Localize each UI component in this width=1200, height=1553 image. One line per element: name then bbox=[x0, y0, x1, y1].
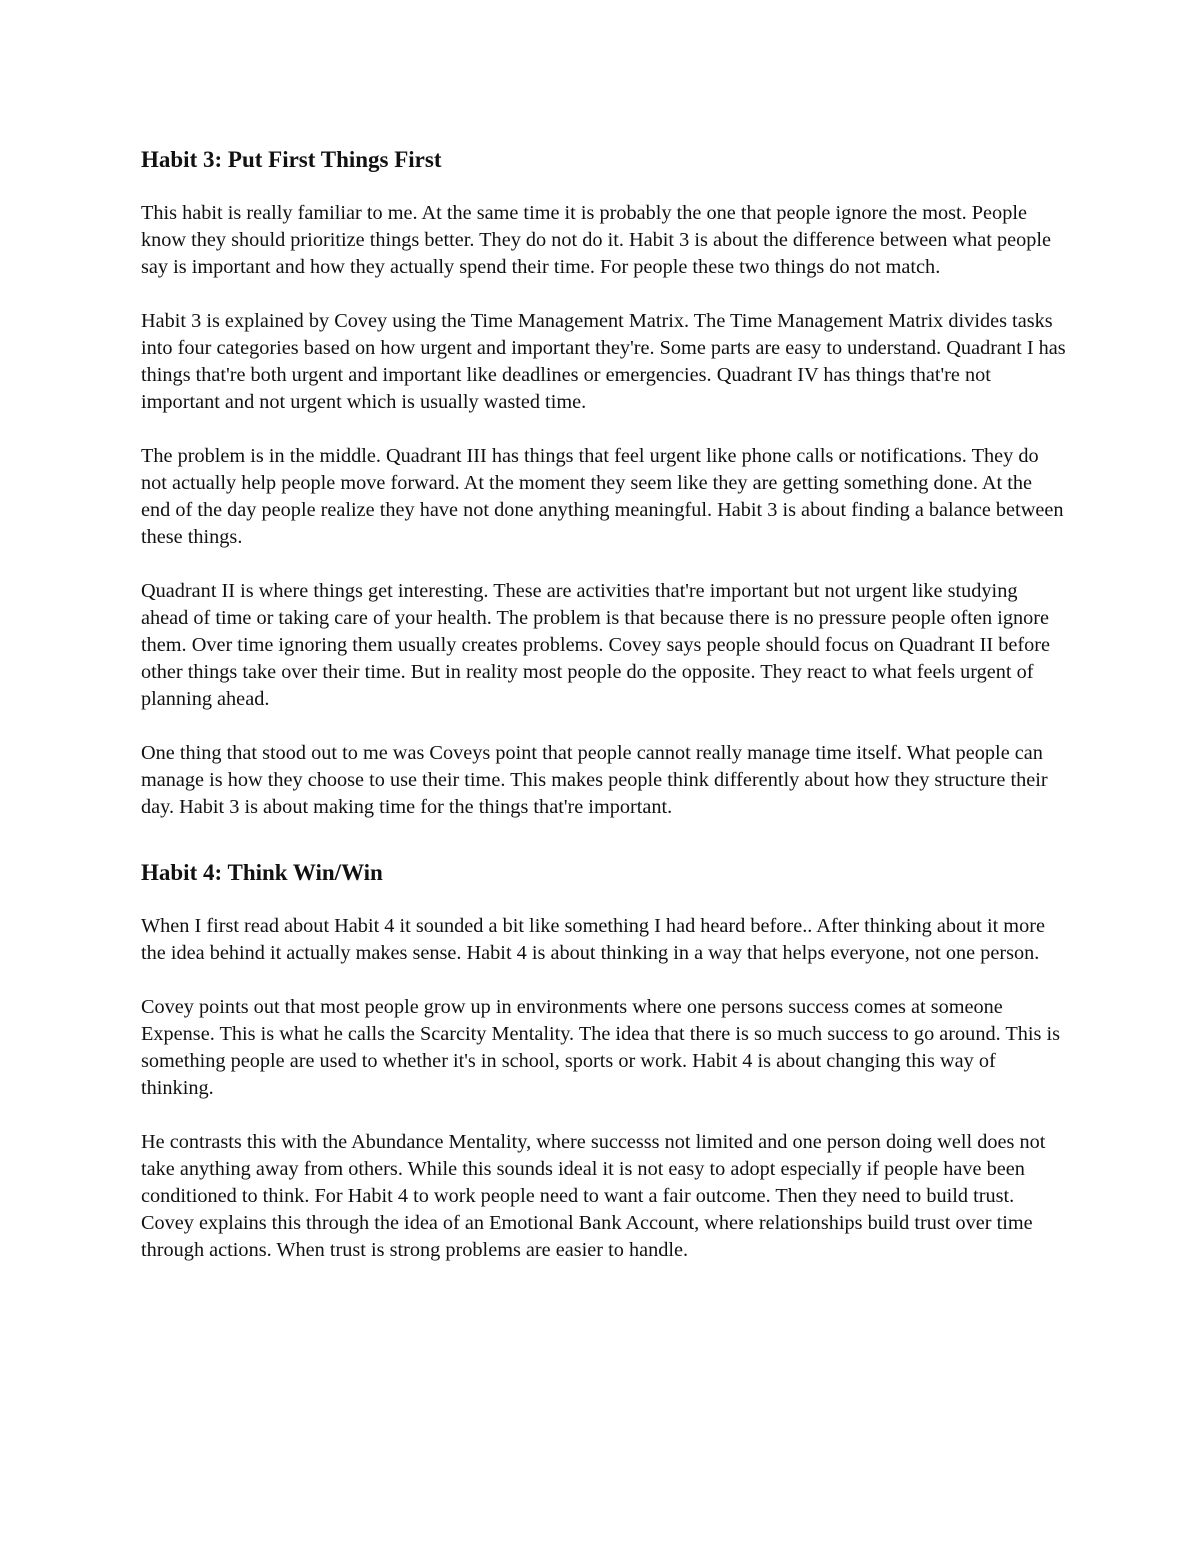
paragraph: Quadrant II is where things get interesting. These are activities that're important but not urgent like studying ahead of time or taking care of your health. The problem is that because there is no pressure people often ignore them. Over time ignoring them usually creates problems. Covey says people should focus on Quadrant II before other things take over their time. But in reality most people do the opposite. They react to what feels urgent of planning ahead. bbox=[141, 580, 1051, 710]
paragraph: One thing that stood out to me was Coveys point that people cannot really manage time itself. What people can manage is how they choose to use their time. This makes people think differently about how they structure their day. Habit 3 is about making time for the things that're important. bbox=[141, 742, 1048, 818]
paragraph: This habit is really familiar to me. At the same time it is probably the one that people ignore the most. People know they should prioritize things better. They do not do it. Habit 3 is about the difference between what people say is important and how they actually spend their time. For people these two things do not match. bbox=[141, 202, 1052, 278]
paragraph: The problem is in the middle. Quadrant III has things that feel urgent like phone calls or notifications. They do not actually help people move forward. At the moment they seem like they are getting something done. At the end of the day people realize they have not done anything meaningful. Habit 3 is about finding a balance between these things. bbox=[141, 445, 1064, 548]
document-page bbox=[141, 138, 1066, 1291]
section-habit-4 bbox=[141, 851, 1066, 1264]
paragraph: Covey points out that most people grow up in environments where one persons success comes at someone Expense. This is what he calls the Scarcity Mentality. The idea that there is so much success to go around. This is something people are used to whether it's in school, sports or work. Habit 4 is about changing this way of thinking. bbox=[141, 996, 1061, 1099]
paragraph: Habit 3 is explained by Covey using the Time Management Matrix. The Time Management Matrix divides tasks into four categories based on how urgent and important they're. Some parts are easy to understand. Quadrant I has things that're both urgent and important like deadlines or emergencies. Quadrant IV has things that're not important and not urgent which is usually wasted time. bbox=[141, 310, 1066, 413]
paragraph: He contrasts this with the Abundance Mentality, where successs not limited and one person doing well does not take anything away from others. While this sounds ideal it is not easy to adopt especially if people have been conditioned to think. For Habit 4 to work people need to want a fair outcome. Then they need to build trust. Covey explains this through the idea of an Emotional Bank Account, where relationships build trust over time through actions. When trust is strong problems are easier to handle. bbox=[141, 1131, 1046, 1261]
section-habit-3 bbox=[141, 138, 1066, 821]
paragraph: When I first read about Habit 4 it sounded a bit like something I had heard before.. After thinking about it more the idea behind it actually makes sense. Habit 4 is about thinking in a way that helps everyone, not one person. bbox=[141, 915, 1045, 964]
section-heading: Habit 4: Think Win/Win bbox=[141, 860, 383, 885]
section-heading: Habit 3: Put First Things First bbox=[141, 147, 442, 172]
